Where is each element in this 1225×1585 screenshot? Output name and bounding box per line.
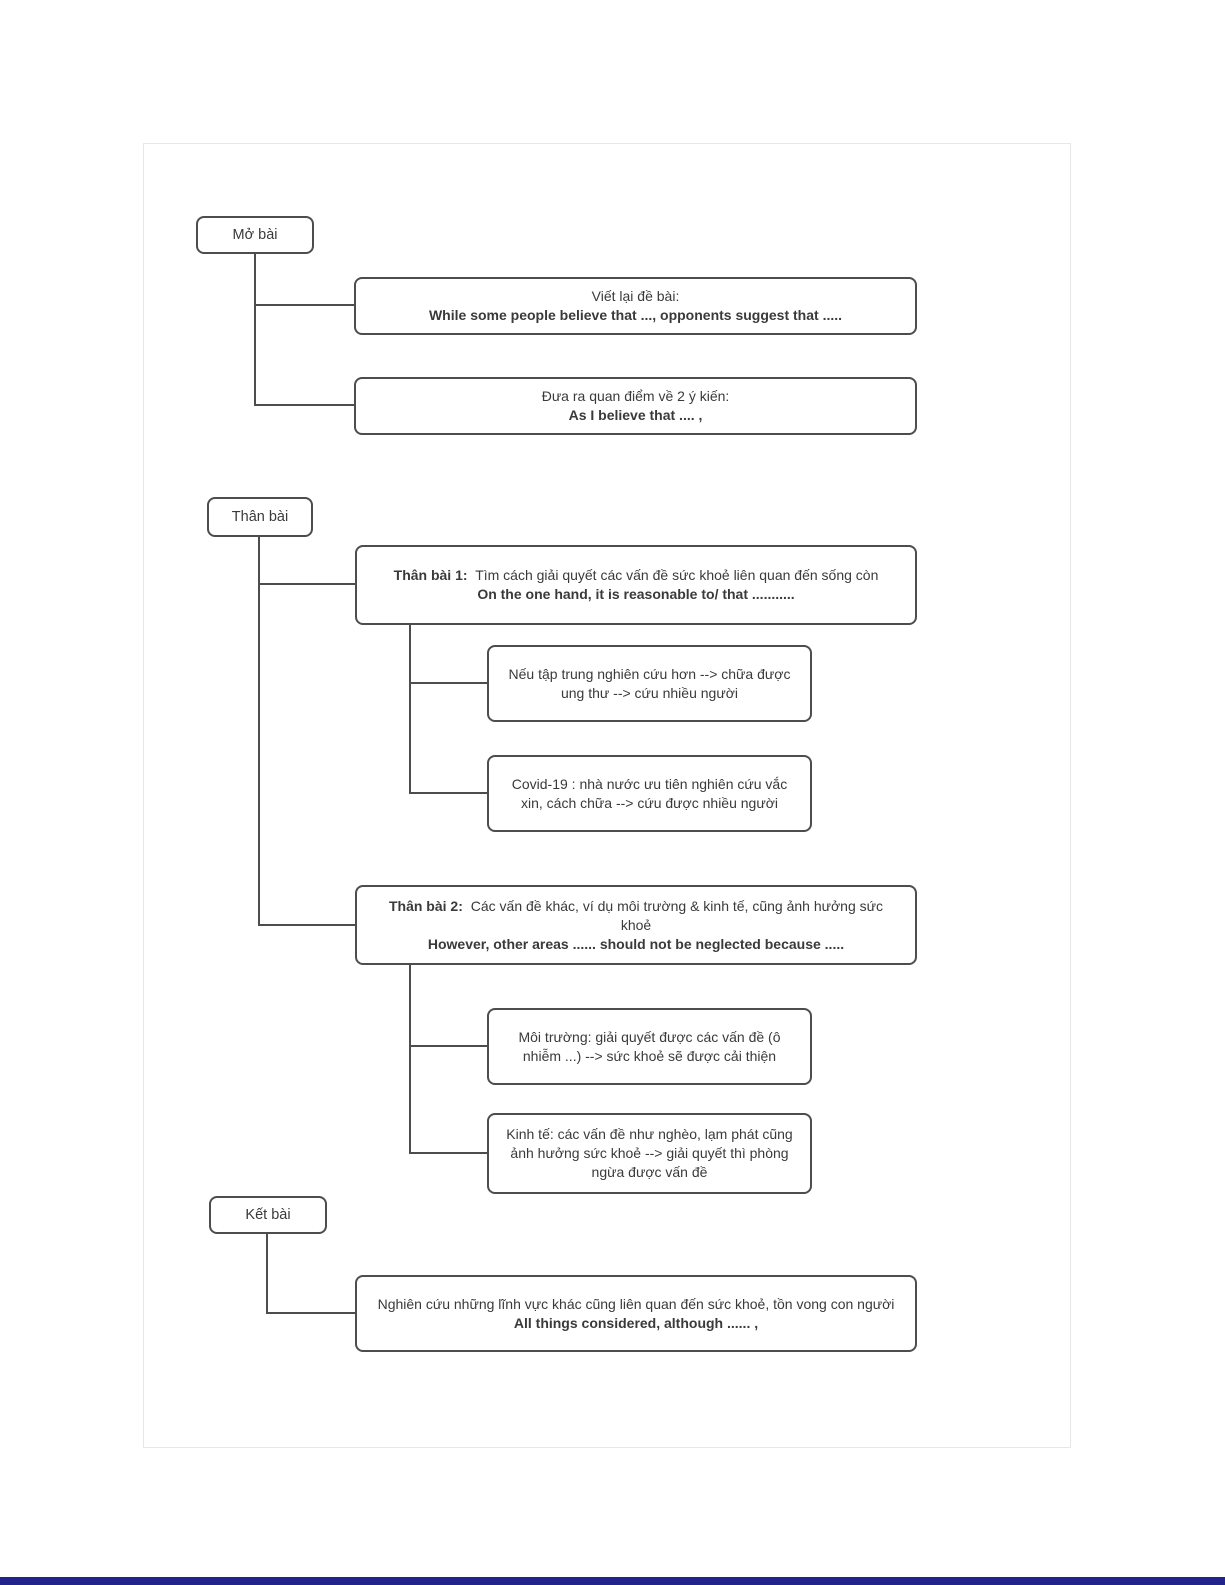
connector-line bbox=[409, 1152, 487, 1154]
node-line-template: All things considered, although ...... , bbox=[513, 1314, 759, 1331]
node-covid-19 bbox=[487, 755, 812, 832]
node-text: Kinh tế: các vấn đề như nghèo, lạm phát cũng ảnh hưởng sức khoẻ --> giải quyết thì phòng ngừa được vấn đề bbox=[506, 1126, 793, 1180]
connector-line bbox=[409, 1045, 487, 1047]
node-line-template: On the one hand, it is reasonable to/ that ........... bbox=[477, 586, 795, 602]
node-heading-bold: Thân bài 2: bbox=[388, 897, 463, 914]
node-line-primary: Nghiên cứu những lĩnh vực khác cũng liên quan đến sức khoẻ, tồn vong con người bbox=[377, 1295, 895, 1312]
node-label: Kết bài bbox=[245, 1206, 291, 1223]
node-label: Mở bài bbox=[232, 226, 278, 243]
node-line-primary: Viết lại đề bài: bbox=[591, 288, 680, 304]
bottom-accent-bar bbox=[0, 1577, 1225, 1585]
connector-line bbox=[409, 792, 487, 794]
node-than-bai bbox=[207, 497, 313, 537]
node-heading-bold: Thân bài 1: bbox=[393, 567, 468, 583]
node-text: Nếu tập trung nghiên cứu hơn --> chữa được ung thư --> cứu nhiều người bbox=[508, 665, 791, 701]
node-ket-bai bbox=[209, 1196, 327, 1234]
node-dua-ra-quan-diem bbox=[354, 377, 917, 435]
node-viet-lai-de-bai bbox=[354, 277, 917, 335]
connector-line bbox=[254, 254, 256, 406]
connector-line bbox=[254, 304, 354, 306]
node-than-bai-1 bbox=[355, 545, 917, 625]
connector-line bbox=[409, 682, 487, 684]
connector-line bbox=[409, 625, 411, 794]
connector-line bbox=[409, 965, 411, 1154]
node-label: Thân bài bbox=[231, 508, 289, 525]
node-heading-rest: Tìm cách giải quyết các vấn đề sức khoẻ liên quan đến sống còn bbox=[475, 567, 879, 583]
connector-line bbox=[258, 924, 355, 926]
node-line-primary bbox=[365, 566, 907, 585]
connector-line bbox=[266, 1234, 268, 1314]
node-line-primary bbox=[384, 897, 889, 935]
connector-line bbox=[258, 583, 355, 585]
node-text: Covid-19 : nhà nước ưu tiên nghiên cứu vắc xin, cách chữa --> cứu được nhiều người bbox=[511, 775, 788, 811]
node-kinh-te bbox=[487, 1113, 812, 1194]
node-than-bai-2 bbox=[355, 885, 917, 965]
node-moi-truong bbox=[487, 1008, 812, 1085]
connector-line bbox=[266, 1312, 355, 1314]
node-line-primary: Đưa ra quan điểm về 2 ý kiến: bbox=[541, 388, 730, 404]
connector-line bbox=[254, 404, 354, 406]
node-line-template: As I believe that .... , bbox=[568, 407, 703, 423]
node-heading-rest: Các vấn đề khác, ví dụ môi trường & kinh tế, cũng ảnh hưởng sức khoẻ bbox=[470, 897, 884, 933]
node-neu-tap-trung-nghien-cuu bbox=[487, 645, 812, 722]
connector-line bbox=[258, 537, 260, 926]
node-line-template: However, other areas ...... should not be neglected because ..... bbox=[427, 935, 845, 952]
node-ket-luan-nghien-cuu bbox=[355, 1275, 917, 1352]
node-mo-bai bbox=[196, 216, 314, 254]
node-text: Môi trường: giải quyết được các vấn đề (ô nhiễm ...) --> sức khoẻ sẽ được cải thiện bbox=[518, 1028, 781, 1064]
node-line-template: While some people believe that ..., opponents suggest that ..... bbox=[428, 307, 843, 323]
